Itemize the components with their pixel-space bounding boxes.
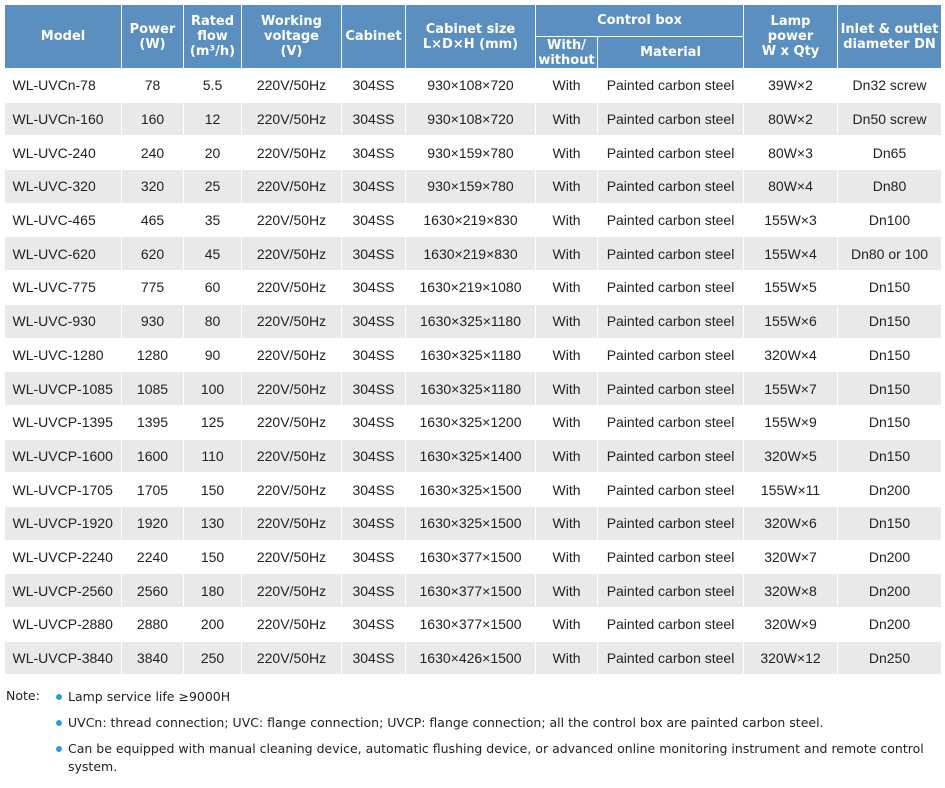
cell-voltage: 220V/50Hz xyxy=(242,203,342,237)
header-flow: Rated flow (m³/h) xyxy=(184,5,242,69)
cell-voltage: 220V/50Hz xyxy=(242,304,342,338)
cell-inlet-outlet-dn: Dn150 xyxy=(838,338,942,372)
cell-control-box-material: Painted carbon steel xyxy=(598,136,744,170)
cell-lamp-power: 39W×2 xyxy=(744,69,838,103)
cell-voltage: 220V/50Hz xyxy=(242,69,342,103)
header-cabinet: Cabinet xyxy=(342,5,406,69)
cell-power: 1085 xyxy=(122,372,184,406)
cell-model: WL-UVC-465 xyxy=(5,203,122,237)
cell-cabinet-size: 1630×325×1500 xyxy=(406,506,536,540)
cell-cabinet: 304SS xyxy=(342,271,406,305)
cell-rated-flow: 125 xyxy=(184,405,242,439)
cell-model: WL-UVCP-1085 xyxy=(5,372,122,406)
cell-lamp-power: 320W×4 xyxy=(744,338,838,372)
cell-cabinet: 304SS xyxy=(342,439,406,473)
cell-power: 2240 xyxy=(122,540,184,574)
cell-model: WL-UVC-240 xyxy=(5,136,122,170)
cell-power: 620 xyxy=(122,237,184,271)
cell-cabinet: 304SS xyxy=(342,136,406,170)
cell-cabinet: 304SS xyxy=(342,203,406,237)
cell-inlet-outlet-dn: Dn200 xyxy=(838,540,942,574)
cell-control-box-with: With xyxy=(536,608,598,642)
notes-list xyxy=(56,688,926,784)
cell-control-box-with: With xyxy=(536,136,598,170)
note-text: Can be equipped with manual cleaning device, automatic flushing device, or advanced online monitoring instrument and remote control system. xyxy=(68,741,924,774)
cell-control-box-material: Painted carbon steel xyxy=(598,574,744,608)
cell-control-box-material: Painted carbon steel xyxy=(598,372,744,406)
note-text: UVCn: thread connection; UVC: flange connection; UVCP: flange connection; all the control box are painted carbon steel. xyxy=(68,715,824,730)
cell-cabinet: 304SS xyxy=(342,237,406,271)
table-row xyxy=(5,540,942,574)
cell-inlet-outlet-dn: Dn150 xyxy=(838,271,942,305)
cell-rated-flow: 5.5 xyxy=(184,69,242,103)
cell-model: WL-UVCn-78 xyxy=(5,69,122,103)
cell-inlet-outlet-dn: Dn150 xyxy=(838,405,942,439)
cell-rated-flow: 130 xyxy=(184,506,242,540)
cell-power: 3840 xyxy=(122,641,184,675)
cell-cabinet-size: 1630×426×1500 xyxy=(406,641,536,675)
cell-control-box-material: Painted carbon steel xyxy=(598,641,744,675)
table-row xyxy=(5,136,942,170)
table-row xyxy=(5,69,942,103)
cell-power: 1600 xyxy=(122,439,184,473)
cell-voltage: 220V/50Hz xyxy=(242,102,342,136)
cell-lamp-power: 320W×5 xyxy=(744,439,838,473)
cell-control-box-material: Painted carbon steel xyxy=(598,237,744,271)
cell-lamp-power: 155W×4 xyxy=(744,237,838,271)
cell-lamp-power: 80W×3 xyxy=(744,136,838,170)
header-with-without: With/ without xyxy=(536,37,598,69)
table-row xyxy=(5,170,942,204)
cell-lamp-power: 320W×12 xyxy=(744,641,838,675)
cell-cabinet-size: 1630×377×1500 xyxy=(406,540,536,574)
cell-voltage: 220V/50Hz xyxy=(242,506,342,540)
cell-control-box-material: Painted carbon steel xyxy=(598,338,744,372)
cell-control-box-with: With xyxy=(536,439,598,473)
cell-control-box-with: With xyxy=(536,102,598,136)
cell-cabinet: 304SS xyxy=(342,372,406,406)
cell-control-box-with: With xyxy=(536,237,598,271)
cell-rated-flow: 150 xyxy=(184,473,242,507)
table-row xyxy=(5,102,942,136)
cell-control-box-with: With xyxy=(536,203,598,237)
cell-voltage: 220V/50Hz xyxy=(242,136,342,170)
bullet-icon xyxy=(56,720,62,726)
cell-cabinet-size: 930×159×780 xyxy=(406,170,536,204)
cell-control-box-material: Painted carbon steel xyxy=(598,540,744,574)
cell-model: WL-UVCP-1600 xyxy=(5,439,122,473)
cell-voltage: 220V/50Hz xyxy=(242,338,342,372)
cell-power: 2560 xyxy=(122,574,184,608)
cell-voltage: 220V/50Hz xyxy=(242,574,342,608)
cell-voltage: 220V/50Hz xyxy=(242,372,342,406)
table-row xyxy=(5,405,942,439)
cell-control-box-with: With xyxy=(536,641,598,675)
table-row xyxy=(5,203,942,237)
cell-control-box-with: With xyxy=(536,540,598,574)
cell-control-box-with: With xyxy=(536,338,598,372)
cell-model: WL-UVCP-1395 xyxy=(5,405,122,439)
cell-cabinet-size: 930×108×720 xyxy=(406,69,536,103)
header-control-box: Control box xyxy=(536,5,744,37)
cell-rated-flow: 200 xyxy=(184,608,242,642)
cell-control-box-material: Painted carbon steel xyxy=(598,271,744,305)
cell-power: 1395 xyxy=(122,405,184,439)
bullet-icon xyxy=(56,746,62,752)
cell-voltage: 220V/50Hz xyxy=(242,170,342,204)
cell-inlet-outlet-dn: Dn200 xyxy=(838,574,942,608)
cell-cabinet-size: 1630×325×1500 xyxy=(406,473,536,507)
table-row xyxy=(5,372,942,406)
cell-control-box-material: Painted carbon steel xyxy=(598,170,744,204)
cell-control-box-material: Painted carbon steel xyxy=(598,304,744,338)
cell-cabinet-size: 1630×377×1500 xyxy=(406,608,536,642)
note-item xyxy=(56,688,926,706)
cell-cabinet-size: 1630×219×830 xyxy=(406,203,536,237)
cell-power: 930 xyxy=(122,304,184,338)
cell-rated-flow: 80 xyxy=(184,304,242,338)
spec-table xyxy=(4,4,942,675)
cell-control-box-material: Painted carbon steel xyxy=(598,506,744,540)
cell-lamp-power: 155W×6 xyxy=(744,304,838,338)
cell-voltage: 220V/50Hz xyxy=(242,439,342,473)
table-row xyxy=(5,473,942,507)
header-cabinet-size: Cabinet size L×D×H (mm) xyxy=(406,5,536,69)
cell-cabinet: 304SS xyxy=(342,641,406,675)
cell-model: WL-UVCn-160 xyxy=(5,102,122,136)
cell-cabinet: 304SS xyxy=(342,69,406,103)
cell-model: WL-UVCP-2560 xyxy=(5,574,122,608)
header-lamp-power: Lamp power W x Qty xyxy=(744,5,838,69)
cell-control-box-with: With xyxy=(536,405,598,439)
cell-model: WL-UVC-620 xyxy=(5,237,122,271)
cell-model: WL-UVCP-2240 xyxy=(5,540,122,574)
cell-lamp-power: 320W×9 xyxy=(744,608,838,642)
cell-control-box-material: Painted carbon steel xyxy=(598,69,744,103)
cell-voltage: 220V/50Hz xyxy=(242,641,342,675)
cell-lamp-power: 155W×5 xyxy=(744,271,838,305)
cell-control-box-material: Painted carbon steel xyxy=(598,405,744,439)
cell-inlet-outlet-dn: Dn65 xyxy=(838,136,942,170)
cell-cabinet-size: 1630×325×1180 xyxy=(406,372,536,406)
cell-lamp-power: 155W×9 xyxy=(744,405,838,439)
table-row xyxy=(5,237,942,271)
header-power: Power (W) xyxy=(122,5,184,69)
table-row xyxy=(5,574,942,608)
cell-voltage: 220V/50Hz xyxy=(242,540,342,574)
cell-model: WL-UVC-320 xyxy=(5,170,122,204)
cell-inlet-outlet-dn: Dn200 xyxy=(838,473,942,507)
cell-control-box-with: With xyxy=(536,473,598,507)
cell-cabinet-size: 1630×219×830 xyxy=(406,237,536,271)
cell-rated-flow: 110 xyxy=(184,439,242,473)
cell-power: 240 xyxy=(122,136,184,170)
cell-lamp-power: 155W×11 xyxy=(744,473,838,507)
table-row xyxy=(5,641,942,675)
cell-power: 2880 xyxy=(122,608,184,642)
cell-control-box-with: With xyxy=(536,271,598,305)
cell-inlet-outlet-dn: Dn250 xyxy=(838,641,942,675)
cell-control-box-material: Painted carbon steel xyxy=(598,203,744,237)
cell-rated-flow: 90 xyxy=(184,338,242,372)
cell-cabinet-size: 930×108×720 xyxy=(406,102,536,136)
cell-cabinet: 304SS xyxy=(342,473,406,507)
cell-model: WL-UVC-775 xyxy=(5,271,122,305)
notes-label: Note: xyxy=(6,688,40,703)
cell-cabinet-size: 930×159×780 xyxy=(406,136,536,170)
cell-rated-flow: 100 xyxy=(184,372,242,406)
cell-cabinet-size: 1630×377×1500 xyxy=(406,574,536,608)
header-voltage: Working voltage (V) xyxy=(242,5,342,69)
cell-voltage: 220V/50Hz xyxy=(242,608,342,642)
cell-rated-flow: 180 xyxy=(184,574,242,608)
cell-rated-flow: 35 xyxy=(184,203,242,237)
cell-power: 775 xyxy=(122,271,184,305)
header-material: Material xyxy=(598,37,744,69)
cell-power: 78 xyxy=(122,69,184,103)
cell-model: WL-UVCP-1705 xyxy=(5,473,122,507)
cell-inlet-outlet-dn: Dn100 xyxy=(838,203,942,237)
cell-control-box-material: Painted carbon steel xyxy=(598,473,744,507)
cell-lamp-power: 80W×4 xyxy=(744,170,838,204)
cell-inlet-outlet-dn: Dn150 xyxy=(838,372,942,406)
cell-cabinet: 304SS xyxy=(342,102,406,136)
cell-power: 1920 xyxy=(122,506,184,540)
cell-rated-flow: 12 xyxy=(184,102,242,136)
cell-control-box-with: With xyxy=(536,170,598,204)
cell-inlet-outlet-dn: Dn150 xyxy=(838,506,942,540)
cell-control-box-with: With xyxy=(536,372,598,406)
cell-cabinet: 304SS xyxy=(342,608,406,642)
cell-control-box-material: Painted carbon steel xyxy=(598,102,744,136)
cell-inlet-outlet-dn: Dn80 or 100 xyxy=(838,237,942,271)
cell-voltage: 220V/50Hz xyxy=(242,271,342,305)
cell-lamp-power: 320W×8 xyxy=(744,574,838,608)
cell-inlet-outlet-dn: Dn50 screw xyxy=(838,102,942,136)
table-row xyxy=(5,304,942,338)
cell-rated-flow: 60 xyxy=(184,271,242,305)
cell-rated-flow: 150 xyxy=(184,540,242,574)
table-row xyxy=(5,506,942,540)
cell-lamp-power: 155W×3 xyxy=(744,203,838,237)
cell-voltage: 220V/50Hz xyxy=(242,237,342,271)
note-text: Lamp service life ≥9000H xyxy=(68,689,231,704)
cell-cabinet-size: 1630×219×1080 xyxy=(406,271,536,305)
cell-cabinet: 304SS xyxy=(342,506,406,540)
cell-rated-flow: 45 xyxy=(184,237,242,271)
cell-cabinet: 304SS xyxy=(342,304,406,338)
cell-model: WL-UVC-930 xyxy=(5,304,122,338)
cell-inlet-outlet-dn: Dn150 xyxy=(838,304,942,338)
cell-control-box-with: With xyxy=(536,69,598,103)
table-header xyxy=(5,5,942,69)
cell-cabinet-size: 1630×325×1200 xyxy=(406,405,536,439)
cell-model: WL-UVC-1280 xyxy=(5,338,122,372)
header-model: Model xyxy=(5,5,122,69)
cell-model: WL-UVCP-1920 xyxy=(5,506,122,540)
cell-cabinet-size: 1630×325×1400 xyxy=(406,439,536,473)
cell-voltage: 220V/50Hz xyxy=(242,405,342,439)
cell-rated-flow: 20 xyxy=(184,136,242,170)
bullet-icon xyxy=(56,694,62,700)
cell-lamp-power: 155W×7 xyxy=(744,372,838,406)
table-row xyxy=(5,338,942,372)
cell-power: 1280 xyxy=(122,338,184,372)
cell-cabinet: 304SS xyxy=(342,405,406,439)
cell-control-box-with: With xyxy=(536,574,598,608)
cell-control-box-material: Painted carbon steel xyxy=(598,439,744,473)
cell-cabinet: 304SS xyxy=(342,540,406,574)
table-body xyxy=(5,69,942,675)
cell-model: WL-UVCP-2880 xyxy=(5,608,122,642)
cell-lamp-power: 320W×7 xyxy=(744,540,838,574)
cell-inlet-outlet-dn: Dn80 xyxy=(838,170,942,204)
cell-power: 1705 xyxy=(122,473,184,507)
table-row xyxy=(5,271,942,305)
cell-power: 320 xyxy=(122,170,184,204)
cell-control-box-material: Painted carbon steel xyxy=(598,608,744,642)
cell-rated-flow: 250 xyxy=(184,641,242,675)
cell-power: 160 xyxy=(122,102,184,136)
cell-cabinet: 304SS xyxy=(342,338,406,372)
cell-cabinet-size: 1630×325×1180 xyxy=(406,338,536,372)
cell-control-box-with: With xyxy=(536,304,598,338)
cell-rated-flow: 25 xyxy=(184,170,242,204)
cell-control-box-with: With xyxy=(536,506,598,540)
note-item xyxy=(56,714,926,732)
cell-inlet-outlet-dn: Dn32 screw xyxy=(838,69,942,103)
cell-power: 465 xyxy=(122,203,184,237)
cell-model: WL-UVCP-3840 xyxy=(5,641,122,675)
cell-inlet-outlet-dn: Dn200 xyxy=(838,608,942,642)
cell-lamp-power: 80W×2 xyxy=(744,102,838,136)
cell-lamp-power: 320W×6 xyxy=(744,506,838,540)
header-inlet-outlet: Inlet & outlet diameter DN xyxy=(838,5,942,69)
cell-cabinet-size: 1630×325×1180 xyxy=(406,304,536,338)
cell-cabinet: 304SS xyxy=(342,574,406,608)
cell-cabinet: 304SS xyxy=(342,170,406,204)
cell-inlet-outlet-dn: Dn150 xyxy=(838,439,942,473)
note-item xyxy=(56,740,926,776)
cell-voltage: 220V/50Hz xyxy=(242,473,342,507)
table-row xyxy=(5,439,942,473)
table-row xyxy=(5,608,942,642)
